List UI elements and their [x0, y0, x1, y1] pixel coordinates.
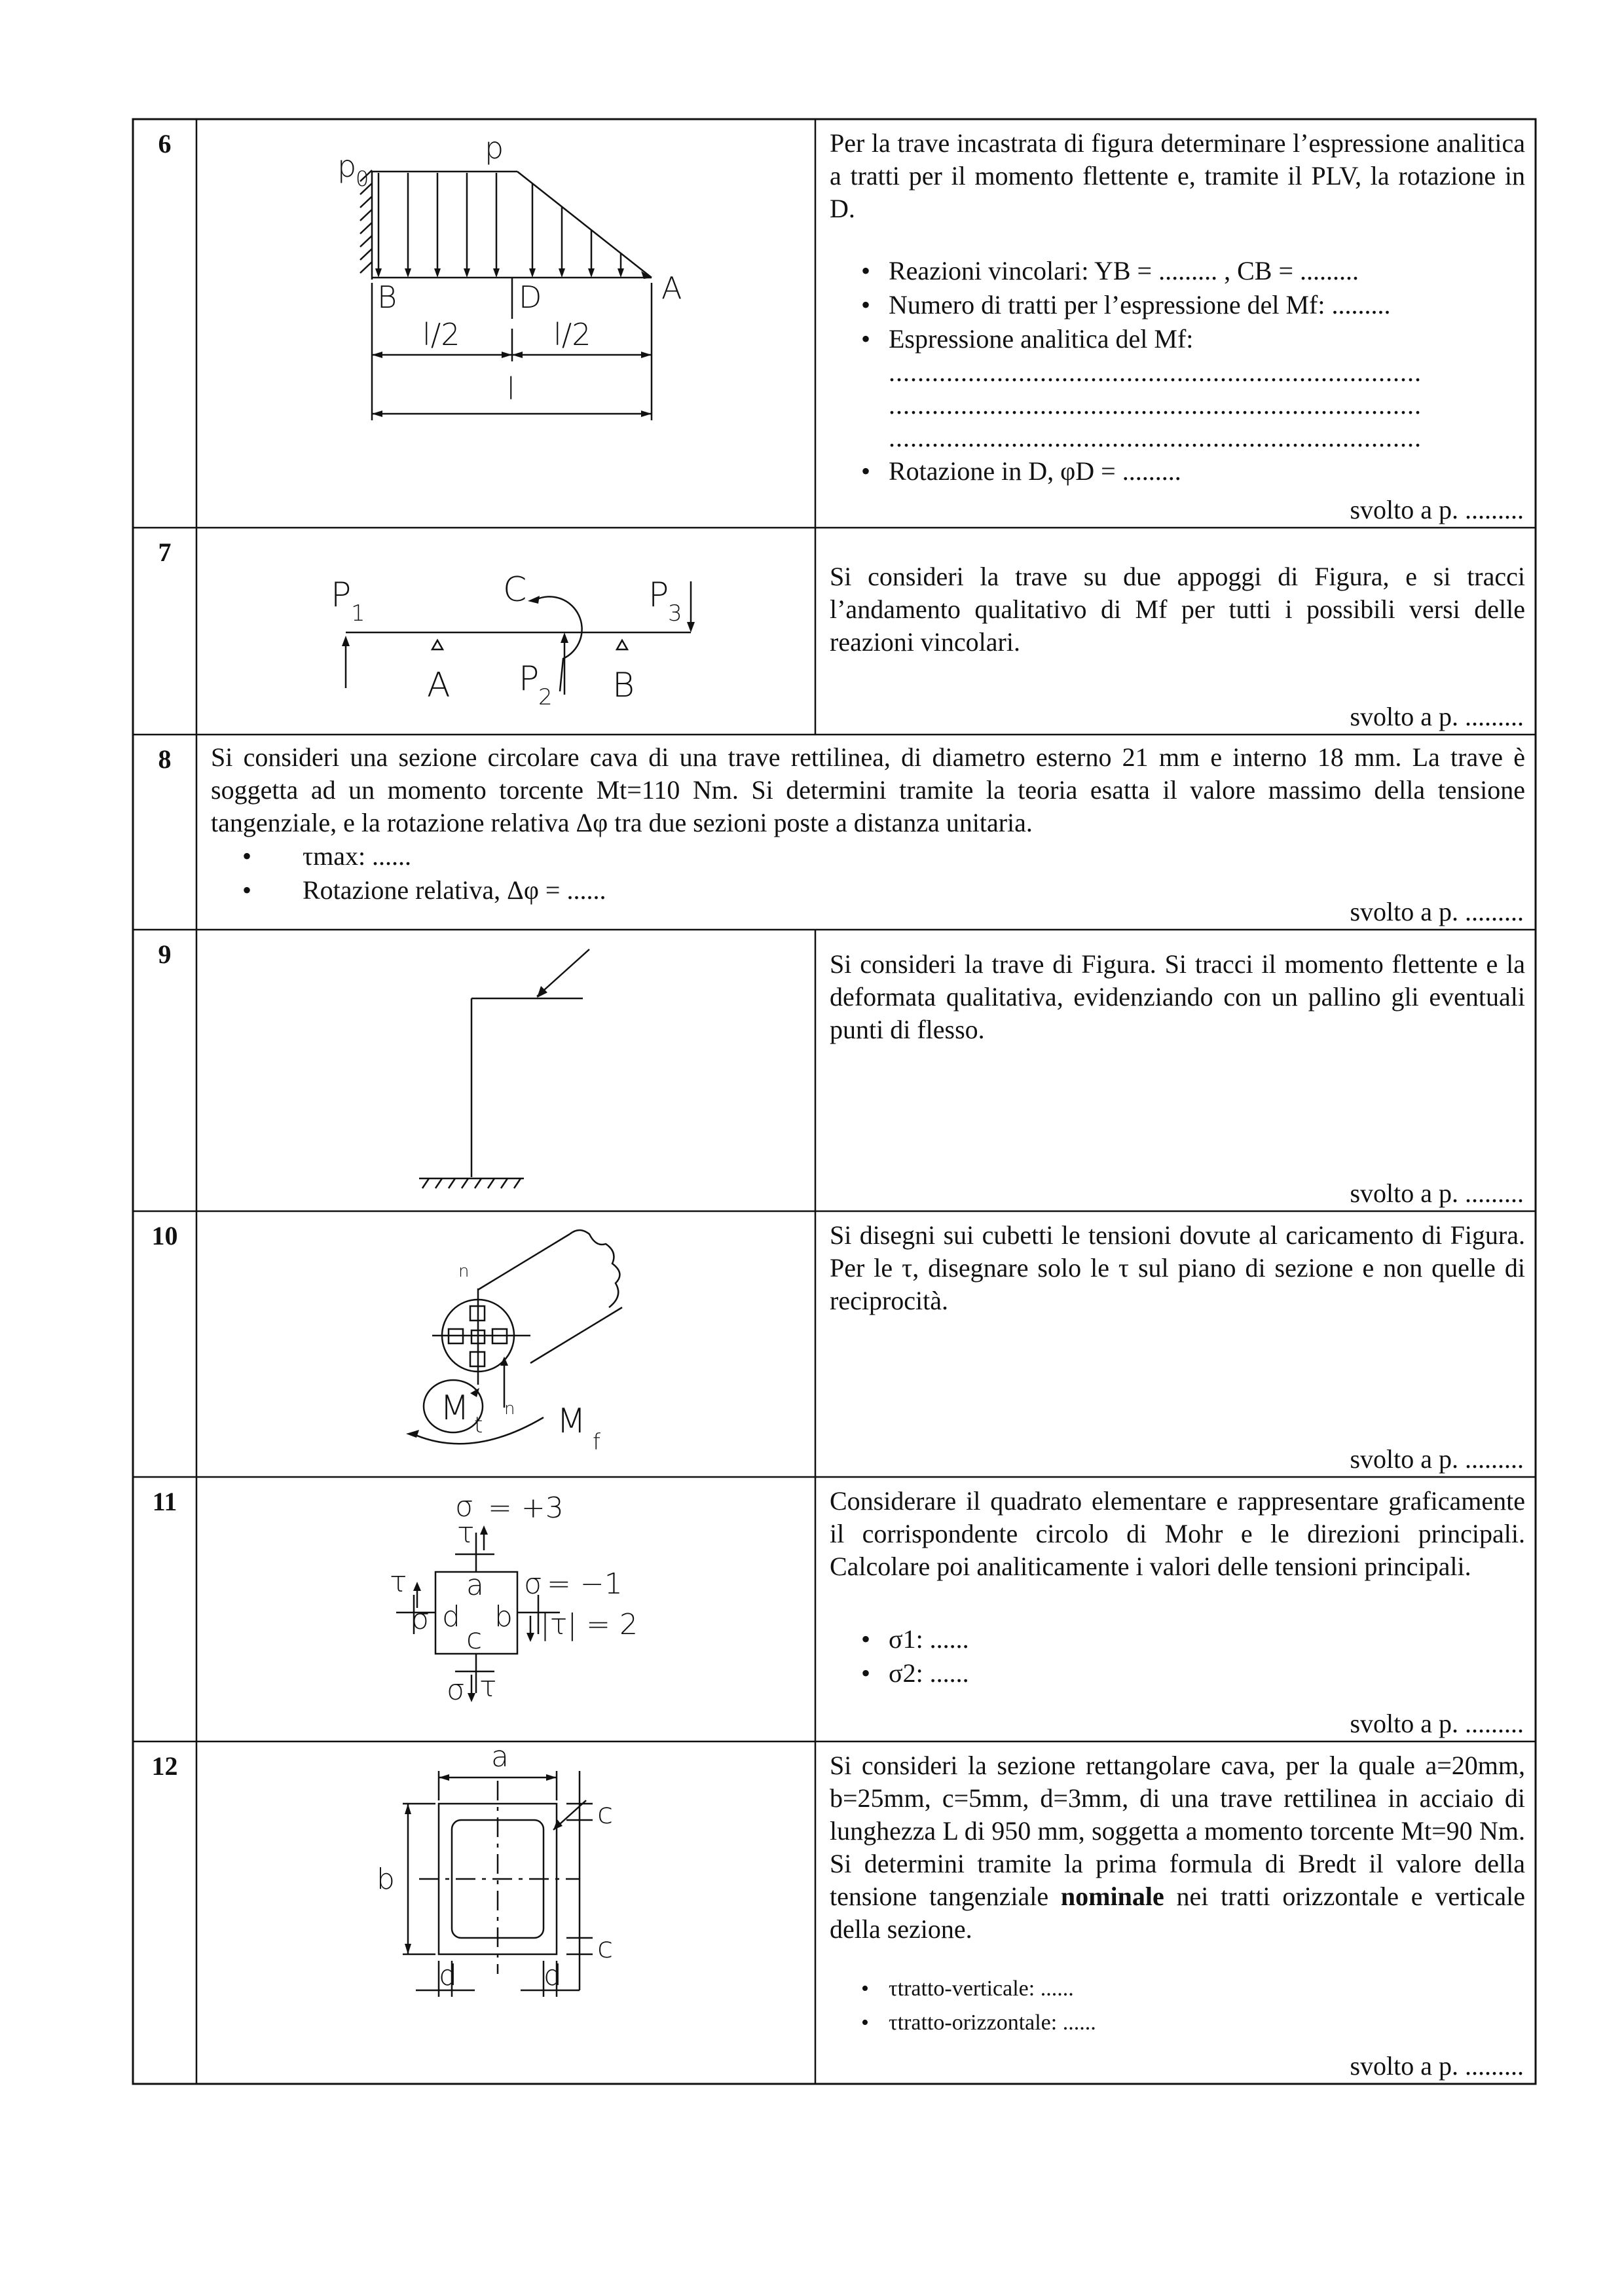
problem-8 — [133, 735, 1536, 930]
problem-number: 7 — [158, 538, 172, 567]
fig11-tau-left: τ — [390, 1565, 407, 1599]
answer-line: .......................................................................... — [889, 390, 1422, 420]
answer-item: • τmax: ...... — [211, 839, 1525, 873]
fig12-label-b: b — [377, 1863, 395, 1896]
fig7-label-P1: P — [331, 575, 352, 615]
answer-line: .......................................................................... — [889, 423, 1422, 452]
fig6-label-p: p — [485, 130, 504, 166]
fig6-label-D: D — [519, 280, 542, 315]
answer-item: • τtratto-orizzontale: ...... — [830, 2006, 1525, 2040]
problem-12 — [133, 1741, 1536, 2084]
fig12-label-d-left: d — [439, 1959, 457, 1992]
problem-statement — [830, 1749, 1525, 1946]
problem-11 — [133, 1477, 1536, 1741]
problem-number: 8 — [158, 744, 172, 774]
fig7-label-B: B — [612, 666, 635, 705]
answer-item: • σ1: ...... — [830, 1622, 1525, 1656]
fig10-label-n-bottom: n — [504, 1399, 515, 1419]
problem-7-text — [815, 528, 1536, 735]
svolto-label: svolto a p. ......... — [1350, 1709, 1524, 1738]
answer-item: • Espressione analitica del Mf: — [830, 322, 1525, 356]
problem-number: 10 — [151, 1221, 178, 1250]
fig6-label-B: B — [377, 280, 397, 315]
svolto-label: svolto a p. ......... — [1350, 1444, 1524, 1474]
answer-item: • σ2: ...... — [830, 1656, 1525, 1690]
fig11-tau-top: τ — [457, 1516, 475, 1550]
problem-12-figure — [196, 1741, 815, 2084]
fig10-label-Mf-sub: f — [593, 1429, 600, 1455]
fig7-label-P2-sub: 2 — [538, 684, 553, 710]
statement-emphasis: nominale — [1060, 1882, 1164, 1911]
problem-6 — [133, 119, 1536, 528]
problem-statement: Considerare il quadrato elementare e rappresentare graficamente il corrispondente circolo di Mohr e le direzioni principali. Calcolare poi analiticamente i valori delle tensioni principali. — [830, 1486, 1525, 1581]
problem-statement: Si consideri la trave di Figura. Si tracci il momento flettente e la deformata qualitativa, evidenziando con un pallino gli eventuali punti di flesso. — [830, 949, 1525, 1044]
problem-8-text — [196, 735, 1536, 930]
problem-7 — [133, 528, 1536, 735]
problem-statement: Si consideri la trave su due appoggi di Figura, e si tracci l’andamento qualitativo di Mf per tutti i possibili versi delle reazioni vincolari. — [830, 562, 1525, 657]
statement-part: nei tratti orizzontale e verticale della sezione. — [830, 1882, 1525, 1944]
problem-9-figure — [196, 930, 815, 1211]
problem-11-figure — [196, 1477, 815, 1741]
problem-number: 12 — [151, 1751, 178, 1781]
problem-number: 9 — [158, 939, 172, 969]
problem-statement: Per la trave incastrata di figura determinare l’espressione analitica a tratti per il momento flettente e, tramite il PLV, la rotazione in D. — [830, 128, 1525, 223]
answer-item: • Rotazione in D, φD = ......... — [830, 454, 1525, 488]
svolto-label: svolto a p. ......... — [1350, 495, 1524, 524]
fig6-label-half-2: l/2 — [553, 317, 591, 352]
fig11-tau-right-value: |τ| = 2 — [540, 1608, 638, 1641]
fig11-corner-a: a — [466, 1569, 484, 1602]
problem-9 — [133, 930, 1536, 1211]
fig10-label-Mt-sub: t — [474, 1412, 483, 1438]
problem-statement: Si disegni sui cubetti le tensioni dovute al caricamento di Figura. Per le τ, disegnare solo le τ sul piano di sezione e non quelle di reciprocità. — [830, 1220, 1525, 1315]
problem-6-figure — [196, 119, 815, 528]
answer-item: • Numero di tratti per l’espressione del Mf: ......... — [830, 288, 1525, 322]
fig11-corner-b: b — [494, 1600, 513, 1633]
fig12-label-c-top: c — [597, 1797, 614, 1831]
fig11-sigma-right-value: = −1 — [547, 1567, 623, 1601]
fig6-label-p0: p — [337, 149, 357, 184]
svolto-label: svolto a p. ......... — [1350, 2051, 1524, 2081]
fig12-label-d-right: d — [544, 1959, 562, 1992]
svolto-label: svolto a p. ......... — [1350, 702, 1524, 731]
problem-11-text — [815, 1477, 1536, 1741]
problem-12-text — [815, 1741, 1536, 2084]
fig12-label-a: a — [491, 1741, 509, 1774]
problem-10-figure — [196, 1211, 815, 1477]
fig6-label-A: A — [661, 270, 682, 306]
fig10-label-Mf: M — [557, 1402, 586, 1441]
problem-statement: Si consideri una sezione circolare cava di una trave rettilinea, di diametro esterno 21 mm e interno 18 mm. La trave è soggetta ad un momento torcente Mt=110 Nm. Si determini tramite la teoria esatta il valore massimo della tensione tangenziale, e la rotazione relativa Δφ tra due sezioni poste a distanza unitaria. — [211, 742, 1525, 837]
fig7-label-C: C — [503, 570, 527, 610]
fig7-label-P2: P — [519, 659, 540, 699]
fig11-sigma-top: σ — [455, 1490, 473, 1523]
answer-line: .......................................................................... — [889, 357, 1422, 387]
fig6-label-l: l — [507, 371, 515, 407]
answer-item: • τtratto-verticale: ...... — [830, 1972, 1525, 2006]
fig7-label-P3: P — [648, 575, 669, 615]
fig11-corner-d: d — [442, 1600, 460, 1633]
fig11-sigma-bottom: σ — [447, 1673, 465, 1707]
fig11-corner-c: c — [466, 1622, 483, 1656]
problem-6-text — [815, 119, 1536, 528]
answer-item: • Reazioni vincolari: YB = ......... , CB = ......... — [830, 254, 1525, 288]
fig11-sigma-top-value: = +3 — [488, 1491, 564, 1525]
fig6-label-half-1: l/2 — [422, 317, 460, 352]
problem-number: 6 — [158, 129, 172, 158]
svolto-label: svolto a p. ......... — [1350, 897, 1524, 926]
problem-10 — [133, 1211, 1536, 1477]
answer-item: • Rotazione relativa, Δφ = ...... — [211, 873, 1525, 907]
problem-9-text — [815, 930, 1536, 1211]
fig6-label-p0-sub: 0 — [356, 166, 369, 191]
fig7-label-P3-sub: 3 — [668, 600, 682, 627]
problem-10-text — [815, 1211, 1536, 1477]
fig11-sigma-right: σ — [524, 1567, 542, 1601]
fig7-label-P1-sub: 1 — [351, 600, 365, 627]
fig12-label-c-bottom: c — [597, 1931, 614, 1965]
problem-7-figure — [196, 528, 815, 735]
fig7-label-A: A — [427, 666, 451, 705]
statement-part: Si consideri la sezione rettangolare cava, per la quale a=20mm, b=25mm, c=5mm, d=3mm, di una trave rettilinea in acciaio di lunghezza L di 950 mm, soggetta a momento torcente Mt=90 Nm. Si determini tramite la prima formula di Bredt il valore della tensione tangenziale — [830, 1751, 1525, 1911]
problem-number: 11 — [152, 1487, 177, 1516]
fig10-label-n-top: n — [458, 1262, 470, 1281]
svolto-label: svolto a p. ......... — [1350, 1178, 1524, 1208]
fig11-tau-bottom: τ — [479, 1670, 497, 1704]
fig10-label-Mt: M — [440, 1389, 470, 1428]
fig11-sigma-left: σ — [411, 1603, 430, 1636]
